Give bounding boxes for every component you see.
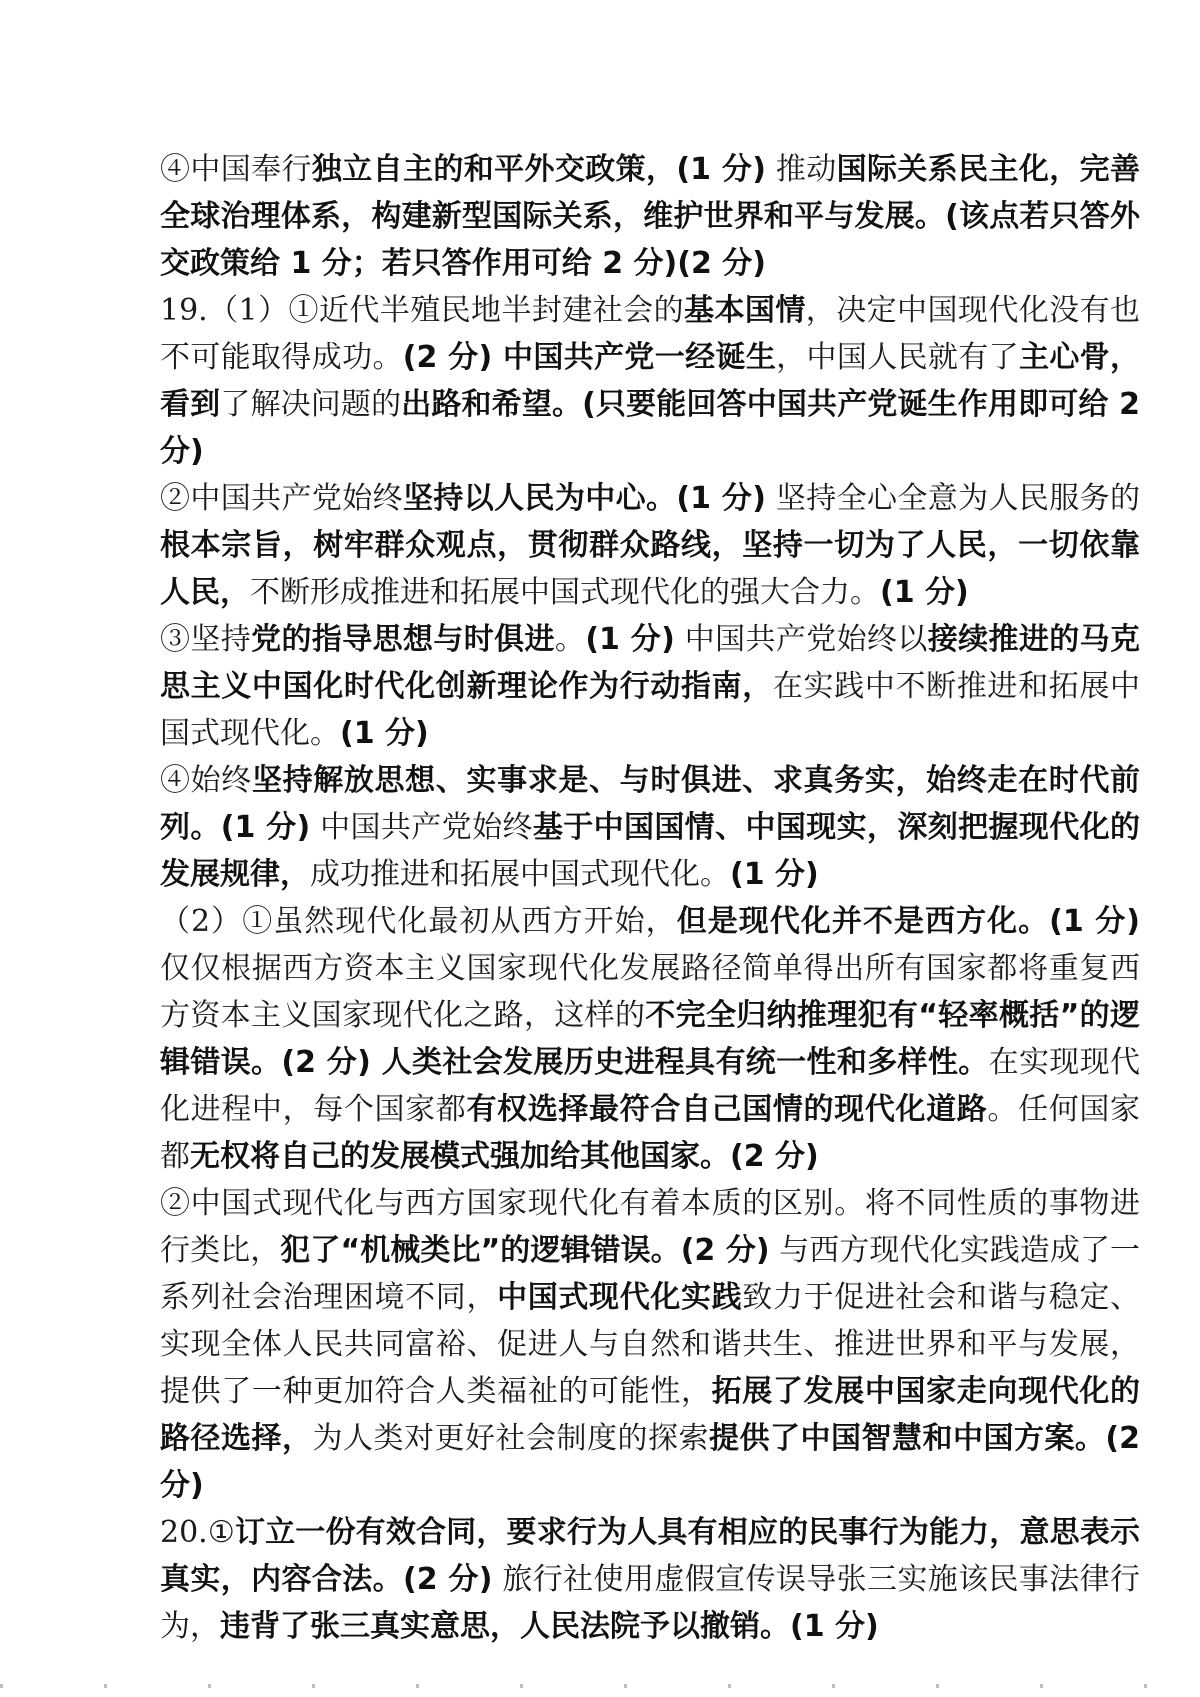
answer-text: 在实现现代化进程中，每个国家都 <box>160 1045 1141 1127</box>
bold-answer-text: (1 分) <box>730 857 819 892</box>
bold-answer-text: 中国式现代化实践 <box>497 1280 743 1315</box>
scan-edge-dots <box>0 1684 1200 1688</box>
answer-text: 旅行社使用虚假宣传误导张三实施该民事法律行为， <box>160 1562 1140 1644</box>
answer-text: 致力于促进社会和谐与稳定、实现全体人民共同富裕、促进人与自然和谐共生、推进世界和平与发展，提供了一种更加符合人类福祉的可能性， <box>160 1280 1141 1409</box>
answer-text: ②中国式现代化与西方国家现代化有着本质的区别。将不同性质的事物进行类比， <box>160 1186 1140 1268</box>
answer-paragraph <box>160 287 1140 475</box>
answer-text: 不断形成推进和拓展中国式现代化的强大合力。 <box>250 575 880 610</box>
answer-text: 19.（1）①近代半殖民地半封建社会的 <box>160 293 685 328</box>
answer-text: 为人类对更好社会制度的探索 <box>312 1421 709 1456</box>
bold-answer-text: (2 分) 中国共产党一经诞生 <box>402 340 777 375</box>
bold-answer-text: 出路和希望。(只要能回答中国共产党诞生作用即可给 2 分) <box>160 387 1141 469</box>
bold-answer-text: 提供了中国智慧和中国方案。(2 分) <box>160 1421 1141 1503</box>
answer-text: 在实践中不断推进和拓展中国式现代化。 <box>160 669 1141 751</box>
bold-answer-text: 接续推进的马克思主义中国化时代化创新理论作为行动指南， <box>160 622 1141 704</box>
answer-paragraph <box>160 475 1140 616</box>
answer-text: 。任何国家都 <box>160 1092 1141 1174</box>
bold-answer-text: 基于中国国情、中国现实，深刻把握现代化的发展规律， <box>160 810 1141 892</box>
answer-text: ，中国人民就有了 <box>776 340 1019 375</box>
answer-text: 坚持全心全意为人民服务的 <box>765 481 1141 516</box>
bold-answer-text: 主心骨，看到 <box>160 340 1141 422</box>
answer-paragraph <box>160 146 1140 287</box>
answer-text: ②中国共产党始终 <box>160 481 404 516</box>
answer-paragraph <box>160 757 1140 898</box>
bold-answer-text: 坚持以人民为中心。(1 分) <box>403 481 766 516</box>
bold-answer-text: 拓展了发展中国家走向现代化的路径选择， <box>160 1374 1141 1456</box>
answer-paragraph <box>160 898 1140 1180</box>
bold-answer-text: (1 分) <box>880 575 969 610</box>
answer-text: 20.① <box>160 1515 235 1550</box>
bold-answer-text: 独立自主的和平外交政策，(1 分) <box>311 152 766 187</box>
bold-answer-text: 订立一份有效合同，要求行为人具有相应的民事行为能力，意思表示真实，内容合法。(2 分) <box>160 1515 1140 1597</box>
answer-text: 仅仅根据西方资本主义国家现代化发展路径简单得出所有国家都将重复西方资本主义国家现代化之路，这样的 <box>160 951 1140 1033</box>
bold-answer-text: 犯了“机械类比”的逻辑错误。(2 分) <box>280 1233 770 1268</box>
answer-key-page <box>160 146 1140 1650</box>
answer-text: 成功推进和拓展中国式现代化。 <box>310 857 730 892</box>
bold-answer-text: 无权将自己的发展模式强加给其他国家。(2 分) <box>190 1139 819 1174</box>
answer-text: 。 <box>554 622 586 657</box>
answer-paragraph <box>160 1180 1140 1509</box>
answer-text: ④中国奉行 <box>160 152 312 187</box>
answer-text: 了解决问题的 <box>220 387 402 422</box>
bold-answer-text: 有权选择最符合自己国情的现代化道路 <box>466 1092 988 1127</box>
answer-paragraph <box>160 616 1140 757</box>
answer-paragraph <box>160 1509 1140 1650</box>
answer-text: 与西方现代化实践造成了一系列社会治理困境不同， <box>160 1233 1140 1315</box>
bold-answer-text: 不完全归纳推理犯有“轻率概括”的逻辑错误。(2 分) 人类社会发展历史进程具有统一性和多样性。 <box>160 998 1140 1080</box>
answer-text: ，决定中国现代化没有也不可能取得成功。 <box>160 293 1141 375</box>
answer-text: ④始终 <box>160 763 252 798</box>
answer-text: ③坚持 <box>160 622 252 657</box>
bold-answer-text: (1 分) <box>340 716 429 751</box>
answer-text: 推动 <box>765 152 837 187</box>
answer-text: 中国共产党始终 <box>310 810 533 845</box>
bold-answer-text: 违背了张三真实意思，人民法院予以撤销。(1 分) <box>220 1609 879 1644</box>
answer-text: 中国共产党始终以 <box>674 622 928 657</box>
bold-answer-text: (1 分) <box>585 622 675 657</box>
bold-answer-text: 坚持解放思想、实事求是、与时俱进、求真务实，始终走在时代前列。(1 分) <box>160 763 1141 845</box>
bold-answer-text: 国际关系民主化，完善全球治理体系，构建新型国际关系，维护世界和平与发展。(该点若只答外交政策给 1 分；若只答作用可给 2 分)(2 分) <box>160 152 1140 281</box>
bold-answer-text: 党的指导思想与时俱进 <box>251 622 555 657</box>
answer-text: （2）①虽然现代化最初从西方开始， <box>160 904 677 939</box>
bold-answer-text: 根本宗旨，树牢群众观点，贯彻群众路线，坚持一切为了人民，一切依靠人民， <box>160 528 1140 610</box>
bold-answer-text: 但是现代化并不是西方化。(1 分) <box>676 904 1140 939</box>
bold-answer-text: 基本国情 <box>684 293 806 328</box>
